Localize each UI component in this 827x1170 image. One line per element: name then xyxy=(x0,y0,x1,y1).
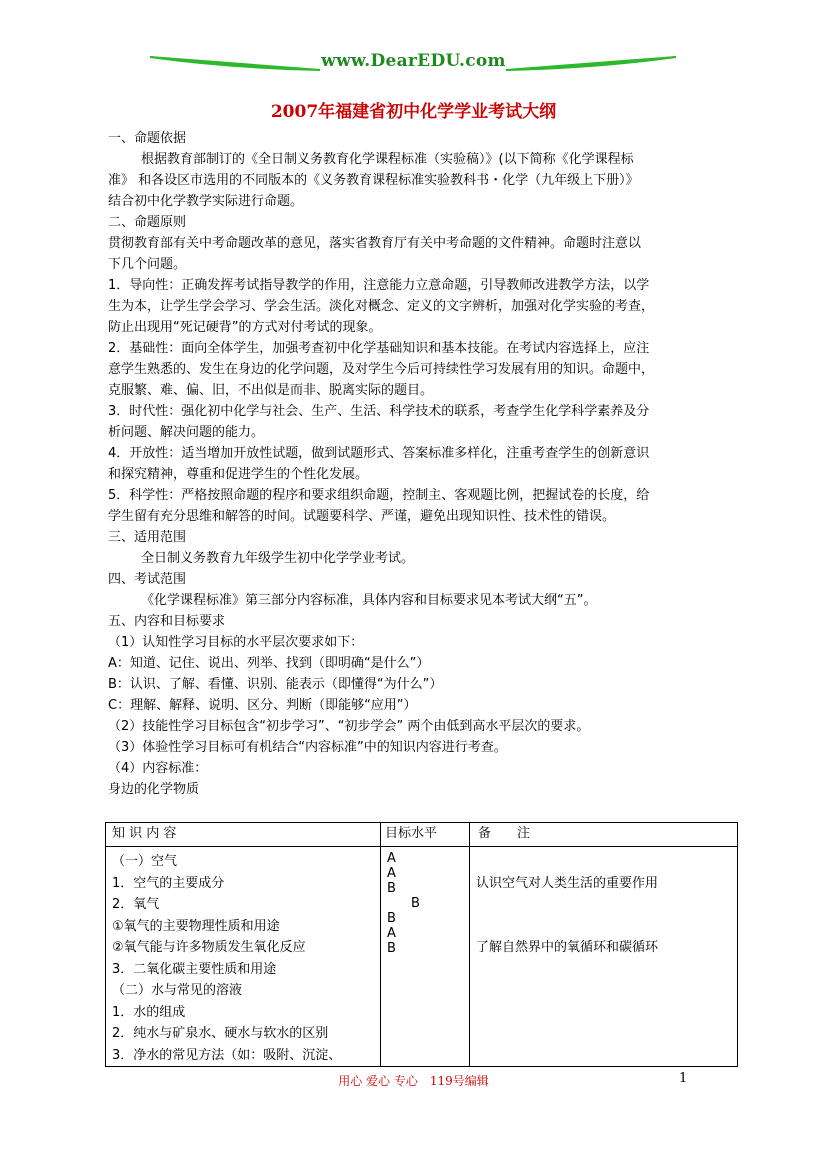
paragraph-line: 学生留有充分思维和解答的时间。试题要科学、严谨，避免出现知识性、技术性的错误。 xyxy=(108,509,616,524)
paragraph-line: 身边的化学物质 xyxy=(108,782,200,797)
note-item xyxy=(476,894,737,916)
paragraph-line: 五、内容和目标要求 xyxy=(108,614,226,629)
paragraph-line: （2）技能性学习目标包含“初步学习”、“初步学会” 两个由低到高水平层次的要求。 xyxy=(108,719,590,734)
knowledge-item: 2．纯水与矿泉水、硬水与软水的区别 xyxy=(112,1026,329,1041)
paragraph-line: 《化学课程标准》第三部分内容标准，具体内容和目标要求见本考试大纲“五”。 xyxy=(141,593,597,608)
knowledge-item: 3．二氧化碳主要性质和用途 xyxy=(112,961,277,977)
note-item xyxy=(476,916,737,938)
note-item xyxy=(476,1002,737,1024)
paragraph-line: 4．开放性：适当增加开放性试题，做到试题形式、答案标准多样化，注重考查学生的创新意识 xyxy=(108,446,650,461)
level-item: B xyxy=(387,881,396,896)
site-url: www.DearEDU.com xyxy=(321,51,506,71)
page-number: 1 xyxy=(679,1071,688,1086)
knowledge-item: 1．水的组成 xyxy=(112,1004,186,1020)
level-column xyxy=(381,847,470,1067)
paragraph-line: 意学生熟悉的、发生在身边的化学问题，及对学生今后可持续性学习发展有用的知识。命题中， xyxy=(108,362,655,377)
level-item: B xyxy=(387,911,396,926)
header-banner xyxy=(0,0,827,90)
content-standard-table xyxy=(105,822,738,1067)
notes-column xyxy=(470,847,738,1067)
paragraph-line: 一、命题依据 xyxy=(108,131,187,146)
table-header-row xyxy=(106,823,738,847)
note-item xyxy=(476,980,737,1002)
paragraph-line: 生为本，让学生学会学习、学会生活。淡化对概念、定义的文字辨析，加强对化学实验的考查， xyxy=(108,299,655,314)
paragraph-line: A：知道、记住、说出、列举、找到（即明确“是什么”） xyxy=(108,656,430,671)
note-item: 了解自然界中的氧循环和碳循环 xyxy=(476,940,659,955)
paragraph-line: 和探究精神，尊重和促进学生的个性化发展。 xyxy=(108,467,369,482)
paragraph-line: B：认识、了解、看懂、识别、能表示（即懂得“为什么”） xyxy=(108,677,443,692)
level-item: A xyxy=(387,866,396,881)
paragraph-line: 四、考试范围 xyxy=(108,572,187,587)
paragraph-line: 结合初中化学教学实际进行命题。 xyxy=(108,194,304,209)
swoosh-decoration xyxy=(0,0,827,90)
note-item: 认识空气对人类生活的重要作用 xyxy=(476,875,659,891)
knowledge-item: （二）水与常见的溶液 xyxy=(112,983,243,998)
knowledge-item: 2．氧气 xyxy=(112,897,160,912)
header-knowledge: 知 识 内 容 xyxy=(106,823,381,847)
paragraph-line: （3）体验性学习目标可有机结合“内容标准”中的知识内容进行考查。 xyxy=(108,740,507,755)
document-title: 2007年福建省初中化学学业考试大纲 xyxy=(270,102,557,122)
header-level: 目标水平 xyxy=(381,823,470,847)
paragraph-line: C：理解、解释、说明、区分、判断（即能够“应用”） xyxy=(108,698,417,713)
footer-text: 用心 爱心 专心 119号编辑 xyxy=(338,1074,489,1088)
paragraph-line: 根据教育部制订的《全日制义务教育化学课程标准（实验稿）》(以下简称《化学课程标 xyxy=(141,152,634,167)
paragraph-line: 贯彻教育部有关中考命题改革的意见，落实省教育厅有关中考命题的文件精神。命题时注意以 xyxy=(108,236,642,251)
knowledge-item: 1．空气的主要成分 xyxy=(112,875,225,891)
note-item xyxy=(476,959,737,981)
level-item: A xyxy=(387,926,396,941)
knowledge-item: ①氧气的主要物理性质和用途 xyxy=(112,918,280,934)
document-body xyxy=(108,128,738,800)
paragraph-line: （4）内容标准： xyxy=(108,761,208,776)
paragraph-line: （1）认知性学习目标的水平层次要求如下： xyxy=(108,635,364,650)
paragraph-line: 2．基础性：面向全体学生，加强考查初中化学基础知识和基本技能。在考试内容选择上，应注 xyxy=(108,341,650,356)
knowledge-column xyxy=(106,847,381,1067)
note-item xyxy=(476,1023,737,1045)
paragraph-line: 防止出现用“死记硬背”的方式对付考试的现象。 xyxy=(108,320,382,335)
paragraph-line: 二、命题原则 xyxy=(108,215,187,230)
knowledge-item: ②氧气能与许多物质发生氧化反应 xyxy=(112,940,306,955)
paragraph-line: 三、适用范围 xyxy=(108,530,187,545)
level-item: B xyxy=(411,896,420,911)
header-notes: 备 注 xyxy=(470,823,738,847)
paragraph-line: 析问题、解决问题的能力。 xyxy=(108,425,265,440)
table-body-row xyxy=(106,847,738,1067)
paragraph-line: 下几个问题。 xyxy=(108,257,187,272)
paragraph-line: 5．科学性：严格按照命题的程序和要求组织命题，控制主、客观题比例，把握试卷的长度，给 xyxy=(108,488,650,503)
knowledge-item: （一）空气 xyxy=(112,854,178,869)
note-item xyxy=(476,1045,737,1067)
note-item xyxy=(476,851,737,873)
paragraph-line: 克服繁、难、偏、旧，不出似是而非、脱离实际的题目。 xyxy=(108,383,434,398)
knowledge-item: 3．净水的常见方法（如：吸附、沉淀、 xyxy=(112,1047,342,1063)
level-item: A xyxy=(387,851,396,866)
paragraph-line: 全日制义务教育九年级学生初中化学学业考试。 xyxy=(141,551,415,566)
paragraph-line: 3．时代性：强化初中化学与社会、生产、生活、科学技术的联系，考查学生化学科学素养及分 xyxy=(108,404,650,419)
level-item: B xyxy=(387,941,396,956)
paragraph-line: 1．导向性：正确发挥考试指导教学的作用，注意能力立意命题，引导教师改进教学方法，以学 xyxy=(108,278,650,293)
paragraph-line: 准》 和各设区市选用的不同版本的《义务教育课程标准实验教科书・化学（九年级上下册）》 xyxy=(108,173,639,188)
